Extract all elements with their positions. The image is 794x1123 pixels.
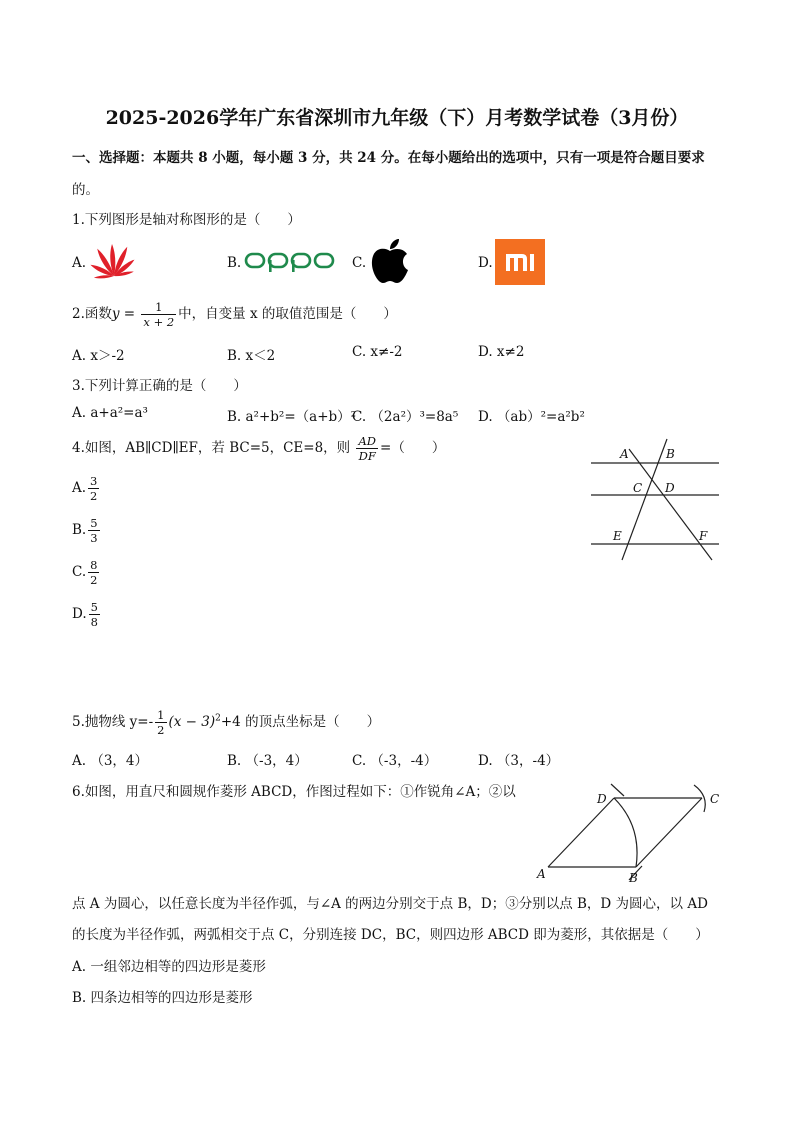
q6-option-a: A. 一组邻边相等的四边形是菱形 <box>72 959 266 975</box>
section-heading-line2: 的。 <box>72 182 99 198</box>
q6-option-b: B. 四条边相等的四边形是菱形 <box>72 990 253 1006</box>
q5-option-d: D. （3，-4） <box>478 753 560 769</box>
q4-option-c: C. $\frac{8}{2}$ <box>72 558 98 587</box>
huawei-logo-icon <box>88 240 140 282</box>
q3-option-d: D. （ab）²=a²b² <box>478 409 585 425</box>
q1-option-c-label: C. <box>352 255 367 271</box>
q6-line1: 6.如图，用直尺和圆规作菱形 ABCD，作图过程如下：①作锐角∠A；②以 <box>72 784 516 800</box>
svg-text:E: E <box>613 529 622 543</box>
transversal-be <box>622 439 667 560</box>
q5-option-b: B. （-3，4） <box>227 753 308 769</box>
q2-option-c: C. x≠-2 <box>352 344 403 360</box>
q2-option-b: B. x＜2 <box>227 348 276 364</box>
q1-stem: 1.下列图形是轴对称图形的是（ ） <box>72 212 301 228</box>
q5-option-a: A. （3，4） <box>72 753 149 769</box>
page-title: 2025-2026学年广东省深圳市九年级（下）月考数学试卷（3月份） <box>105 107 689 129</box>
svg-text:A: A <box>537 867 546 881</box>
svg-text:A: A <box>620 447 629 461</box>
arc-bd <box>614 798 637 867</box>
q6-rhombus-figure <box>534 776 730 884</box>
side-bc <box>636 798 702 867</box>
oppo-logo-icon <box>244 251 336 273</box>
q1-option-a-label: A. <box>72 255 87 271</box>
svg-text:B: B <box>666 447 675 461</box>
q2-numerator: 1 <box>141 300 176 315</box>
svg-text:C: C <box>633 481 643 495</box>
q3-option-b: B. a²+b²=（a+b）² <box>227 409 357 425</box>
q3-option-c: C. （2a²）³=8a⁵ <box>352 409 459 425</box>
q3-option-a: A. a+a²=a³ <box>72 405 148 421</box>
q5-stem: 5.抛物线 y=- $\frac{1}{2}$ $(x - 3)^2+4$ 的顶点坐标是（ ） <box>72 708 381 737</box>
q2-stem: 2.函数y = $\frac{1}{x + 2}$ 中，自变量 x 的取值范围是（ ） <box>72 300 397 329</box>
transversal-af <box>629 449 712 560</box>
svg-text:B: B <box>629 871 638 884</box>
q5-option-c: C. （-3，-4） <box>352 753 438 769</box>
q4-option-b: B. $\frac{5}{3}$ <box>72 516 98 545</box>
q1-option-b-label: B. <box>227 255 242 271</box>
q2-denominator: x + 2 <box>143 315 175 329</box>
svg-text:C: C <box>710 792 720 806</box>
q3-stem: 3.下列计算正确的是（ ） <box>72 378 247 394</box>
q4-parallel-lines-figure <box>586 434 726 566</box>
q4-option-a: A. $\frac{3}{2}$ <box>72 474 98 503</box>
q2-option-d: D. x≠2 <box>478 344 525 360</box>
svg-text:D: D <box>665 481 675 495</box>
q4-option-d: D. $\frac{5}{8}$ <box>72 600 98 629</box>
q6-line2: 点 A 为圆心，以任意长度为半径作弧，与∠A 的两边分别交于点 B，D；③分别以点 B，D 为圆心，以 AD <box>72 896 708 912</box>
svg-text:D: D <box>597 792 607 806</box>
q4-frac-denominator: DF <box>358 449 376 463</box>
apple-logo-icon <box>369 237 411 285</box>
section-heading-line1: 一、选择题：本题共 8 小题，每小题 3 分，共 24 分。在每小题给出的选项中，只有一项是符合题目要求 <box>72 150 705 166</box>
q1-option-d-label: D. <box>478 255 493 271</box>
q6-line3: 的长度为半径作弧，两弧相交于点 C，分别连接 DC，BC，则四边形 ABCD 即为菱形，其依据是（ ） <box>72 927 709 943</box>
q4-frac-numerator: AD <box>358 434 377 448</box>
svg-text:F: F <box>699 529 708 543</box>
arc-d-tick <box>611 784 624 796</box>
side-ad <box>548 798 614 867</box>
q2-option-a: A. x＞-2 <box>72 348 125 364</box>
q4-stem: 4.如图，AB∥CD∥EF，若 BC=5，CE=8，则 $\frac{AD}{DF}$ =（ ） <box>72 434 446 463</box>
mi-logo-icon <box>495 239 545 285</box>
